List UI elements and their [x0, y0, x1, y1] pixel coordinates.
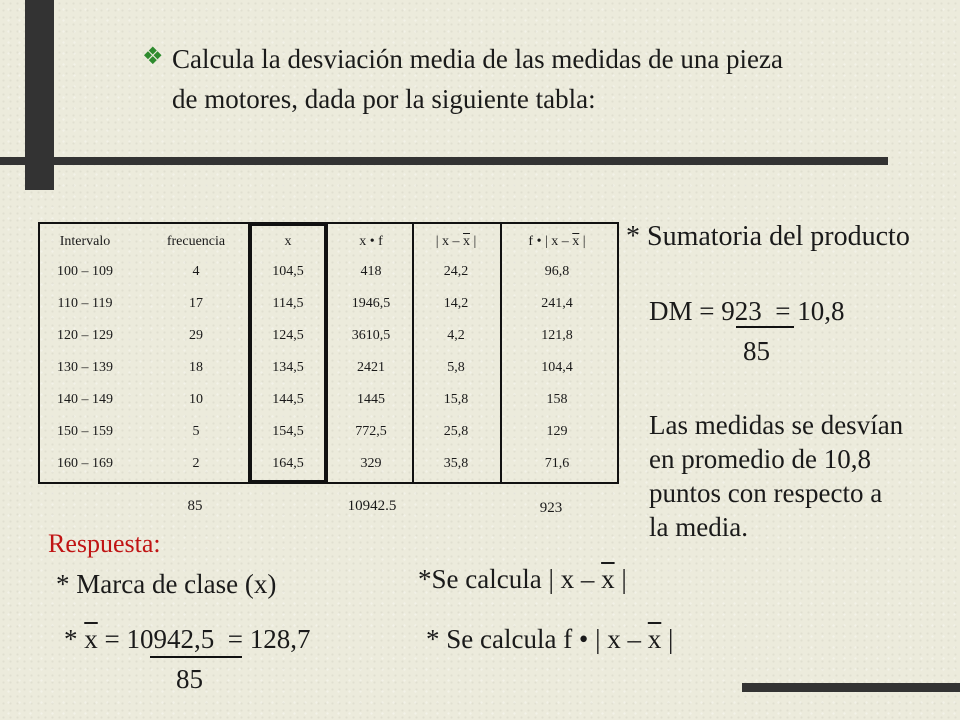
table-cell-x: 124,5 [272, 328, 304, 343]
header-xf: x • f [359, 234, 383, 249]
table-cell-frecuencia: 29 [189, 328, 203, 343]
table-cell-absdev: 15,8 [443, 392, 469, 407]
table-cell-frecuencia: 2 [192, 456, 200, 471]
header-intervalo: Intervalo [59, 234, 111, 249]
table-cell-x: 144,5 [272, 392, 304, 407]
conclusion-line-3: puntos con respecto a [649, 478, 883, 508]
table-cell-x: 164,5 [272, 456, 304, 471]
dm-formula: DM = 923 = 10,8 [649, 296, 845, 326]
table-cell-frecuencia: 4 [192, 264, 200, 279]
table-cell-intervalo: 130 – 139 [57, 360, 113, 375]
dm-fraction-line [736, 326, 794, 328]
table-cell-absdev: 25,8 [443, 424, 469, 439]
table-cell-fabs: 129 [546, 424, 568, 439]
table-cell-x: 114,5 [272, 296, 304, 311]
header-absdev: | x – $\overline{x}$ | [435, 234, 477, 249]
table-cell-frecuencia: 17 [189, 296, 203, 311]
diamond-bullet-icon: ❖ [142, 42, 164, 70]
conclusion-line-1: Las medidas se desvían [649, 410, 904, 440]
calc-fabs-label: * Se calcula f • | x – $\overline{x}$ | [426, 624, 674, 654]
header-frecuencia: frecuencia [166, 234, 226, 249]
sum-xf: 10942.5 [347, 498, 397, 514]
table-cell-fabs: 96,8 [544, 264, 570, 279]
table-cell-xf: 1946,5 [351, 296, 391, 311]
table-cell-absdev: 4,2 [447, 328, 465, 343]
marca-clase-label: * Marca de clase (x) [56, 569, 277, 599]
respuesta-label: Respuesta: [48, 529, 161, 558]
decorative-horizontal-bar [0, 157, 888, 165]
dm-denominator: 85 [743, 336, 770, 366]
table-cell-fabs: 158 [546, 392, 568, 407]
conclusion-line-4: la media. [649, 512, 748, 542]
table-cell-xf: 329 [360, 456, 382, 471]
header-x: x [284, 234, 292, 249]
table-cell-xf: 3610,5 [351, 328, 391, 343]
table-cell-intervalo: 140 – 149 [57, 392, 113, 407]
mean-denominator: 85 [176, 664, 203, 694]
sum-frecuencia: 85 [187, 498, 203, 514]
table-cell-fabs: 71,6 [544, 456, 570, 471]
calc-absdev-label: *Se calcula | x – $\overline{x}$ | [418, 564, 627, 594]
table-cell-xf: 2421 [357, 360, 385, 375]
table-cell-intervalo: 150 – 159 [57, 424, 113, 439]
title-line-2: de motores, dada por la siguiente tabla: [172, 84, 596, 114]
table-cell-fabs: 104,4 [541, 360, 573, 375]
table-cell-intervalo: 160 – 169 [57, 456, 113, 471]
table-cell-fabs: 121,8 [541, 328, 573, 343]
table-cell-intervalo: 100 – 109 [57, 264, 113, 279]
table-cell-absdev: 35,8 [443, 456, 469, 471]
table-cell-xf: 772,5 [355, 424, 387, 439]
table-cell-fabs: 241,4 [541, 296, 573, 311]
table-cell-xf: 418 [360, 264, 382, 279]
table-cell-frecuencia: 10 [189, 392, 203, 407]
table-cell-x: 104,5 [272, 264, 304, 279]
table-cell-xf: 1445 [357, 392, 385, 407]
table-cell-x: 154,5 [272, 424, 304, 439]
table-cell-frecuencia: 18 [189, 360, 203, 375]
table-cell-absdev: 5,8 [447, 360, 465, 375]
table-cell-intervalo: 120 – 129 [57, 328, 113, 343]
header-fabs: f • | x – $\overline{x}$ | [528, 234, 586, 249]
table-cell-absdev: 14,2 [443, 296, 469, 311]
conclusion-line-2: en promedio de 10,8 [649, 444, 871, 474]
table-cell-intervalo: 110 – 119 [57, 296, 113, 311]
table-cell-x: 134,5 [272, 360, 304, 375]
column-divider [412, 222, 414, 482]
sumatoria-label: * Sumatoria del producto [626, 221, 910, 252]
table-cell-frecuencia: 5 [192, 424, 200, 439]
sum-fabs: 923 [539, 500, 563, 516]
table-cell-absdev: 24,2 [443, 264, 469, 279]
title-line-1: Calcula la desviación media de las medidas de una pieza [172, 44, 784, 74]
mean-fraction-line [150, 656, 242, 658]
decorative-bottom-bar [742, 683, 960, 692]
mean-formula: * $\overline{x} = 10942,5 = 128,7$ [64, 624, 311, 654]
column-divider [500, 222, 502, 482]
